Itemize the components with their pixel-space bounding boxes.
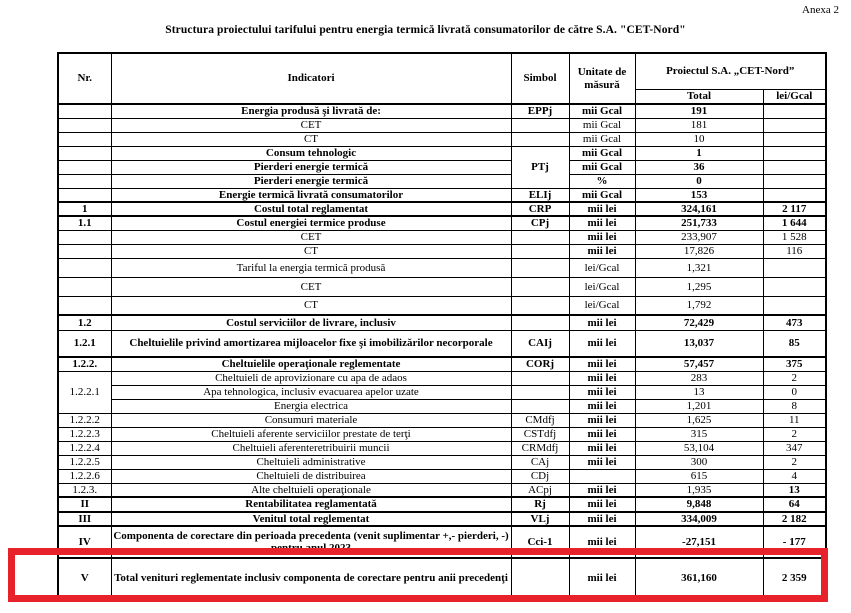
row-leigcal — [763, 146, 826, 160]
table-row — [58, 371, 826, 385]
row-unit: lei/Gcal — [569, 296, 635, 315]
row-total: -27,151 — [635, 526, 763, 558]
row-unit: mii lei — [569, 399, 635, 413]
row-unit: mii Gcal — [569, 132, 635, 146]
table-row — [58, 558, 826, 598]
row-nr: 1.2.3. — [58, 483, 111, 497]
tariff-table — [57, 52, 827, 599]
row-unit: mii lei — [569, 526, 635, 558]
row-simbol — [511, 371, 569, 385]
row-simbol: CMdfj — [511, 413, 569, 427]
row-simbol: Cci-1 — [511, 526, 569, 558]
row-total: 9,848 — [635, 497, 763, 511]
row-indicator: CET — [111, 118, 511, 132]
row-nr — [58, 258, 111, 277]
row-total: 334,009 — [635, 512, 763, 526]
row-leigcal: 2 117 — [763, 202, 826, 216]
row-total: 1,321 — [635, 258, 763, 277]
row-indicator: Cheltuielile privind amortizarea mijloacelor fixe şi imobilizărilor necorporale — [111, 330, 511, 357]
row-simbol: CDj — [511, 469, 569, 483]
row-nr: 1.2.2.2 — [58, 413, 111, 427]
row-nr: 1.1 — [58, 216, 111, 230]
row-indicator: Total venituri reglementate inclusiv componenta de corectare pentru anii precedenţi — [111, 558, 511, 598]
row-nr — [58, 277, 111, 296]
row-unit: mii lei — [569, 512, 635, 526]
row-simbol — [511, 399, 569, 413]
row-leigcal — [763, 104, 826, 118]
row-unit: mii lei — [569, 230, 635, 244]
row-total: 1,625 — [635, 413, 763, 427]
row-indicator: Costul total reglamentat — [111, 202, 511, 216]
row-simbol — [511, 244, 569, 258]
row-unit: mii lei — [569, 385, 635, 399]
row-total: 72,429 — [635, 315, 763, 330]
row-indicator: Costul energiei termice produse — [111, 216, 511, 230]
row-unit: lei/Gcal — [569, 258, 635, 277]
row-nr: 1.2.2.6 — [58, 469, 111, 483]
row-indicator: Energia produsă şi livrată de: — [111, 104, 511, 118]
row-total: 13,037 — [635, 330, 763, 357]
table-row — [58, 258, 826, 277]
row-unit: mii lei — [569, 558, 635, 598]
row-unit: mii Gcal — [569, 146, 635, 160]
row-simbol — [511, 558, 569, 598]
row-nr — [58, 160, 111, 174]
header-simbol: Simbol — [511, 53, 569, 104]
row-unit: mii lei — [569, 371, 635, 385]
row-total: 361,160 — [635, 558, 763, 598]
row-leigcal: 2 — [763, 455, 826, 469]
row-indicator: Rentabilitatea reglamentată — [111, 497, 511, 511]
row-unit: mii Gcal — [569, 118, 635, 132]
row-nr: IV — [58, 526, 111, 558]
annex-label: Anexa 2 — [802, 4, 839, 16]
row-leigcal: 2 359 — [763, 558, 826, 598]
row-leigcal: 2 — [763, 427, 826, 441]
row-total: 1,295 — [635, 277, 763, 296]
row-unit: % — [569, 174, 635, 188]
table-row — [58, 296, 826, 315]
row-indicator: Cheltuieli aferenteretribuirii muncii — [111, 441, 511, 455]
row-nr — [58, 104, 111, 118]
row-nr: 1 — [58, 202, 111, 216]
table-row — [58, 441, 826, 455]
row-leigcal: 473 — [763, 315, 826, 330]
row-indicator: Tariful la energia termică produsă — [111, 258, 511, 277]
row-leigcal — [763, 132, 826, 146]
row-indicator: CET — [111, 230, 511, 244]
row-unit: mii lei — [569, 413, 635, 427]
row-simbol — [511, 230, 569, 244]
row-simbol — [511, 258, 569, 277]
row-leigcal: 11 — [763, 413, 826, 427]
row-indicator: Componenta de corectare din perioada precedenta (venit suplimentar +,- pierderi, -) pentru anul 2023 — [111, 526, 511, 558]
row-indicator: CET — [111, 277, 511, 296]
row-indicator: Energie termică livrată consumatorilor — [111, 188, 511, 202]
row-simbol: CRP — [511, 202, 569, 216]
row-leigcal: 13 — [763, 483, 826, 497]
row-leigcal: 2 182 — [763, 512, 826, 526]
row-unit: mii lei — [569, 202, 635, 216]
header-row — [58, 53, 826, 89]
header-group: Proiectul S.A. „CET-Nord” — [635, 53, 826, 89]
table-row — [58, 188, 826, 202]
row-leigcal: 1 644 — [763, 216, 826, 230]
row-total: 315 — [635, 427, 763, 441]
row-total: 53,104 — [635, 441, 763, 455]
table-row — [58, 160, 826, 174]
row-total: 153 — [635, 188, 763, 202]
row-simbol: VLj — [511, 512, 569, 526]
row-unit: mii lei — [569, 315, 635, 330]
row-total: 10 — [635, 132, 763, 146]
row-simbol: EPPj — [511, 104, 569, 118]
row-indicator: Alte cheltuieli operaţionale — [111, 483, 511, 497]
table-row — [58, 455, 826, 469]
row-indicator: Consum tehnologic — [111, 146, 511, 160]
row-unit: mii lei — [569, 357, 635, 371]
row-simbol — [511, 315, 569, 330]
row-simbol: ELIj — [511, 188, 569, 202]
row-total: 1,792 — [635, 296, 763, 315]
row-nr — [58, 118, 111, 132]
row-total: 1,935 — [635, 483, 763, 497]
row-leigcal: 0 — [763, 385, 826, 399]
row-unit: mii lei — [569, 330, 635, 357]
table-row — [58, 469, 826, 483]
table-row — [58, 330, 826, 357]
row-simbol — [511, 118, 569, 132]
table-row — [58, 132, 826, 146]
row-unit: mii lei — [569, 483, 635, 497]
row-leigcal — [763, 277, 826, 296]
row-indicator: CT — [111, 244, 511, 258]
row-nr: 1.2.2.3 — [58, 427, 111, 441]
header-total: Total — [635, 89, 763, 104]
row-leigcal: 85 — [763, 330, 826, 357]
row-unit — [569, 469, 635, 483]
row-leigcal: 1 528 — [763, 230, 826, 244]
row-leigcal — [763, 118, 826, 132]
row-nr — [58, 230, 111, 244]
row-leigcal: 8 — [763, 399, 826, 413]
row-total: 300 — [635, 455, 763, 469]
table-row — [58, 526, 826, 558]
row-leigcal: 116 — [763, 244, 826, 258]
row-total: 233,907 — [635, 230, 763, 244]
row-unit: mii lei — [569, 455, 635, 469]
row-leigcal — [763, 188, 826, 202]
table-row — [58, 399, 826, 413]
row-nr — [58, 244, 111, 258]
table-row — [58, 413, 826, 427]
row-indicator: Cheltuieli de distribuirea — [111, 469, 511, 483]
row-nr: 1.2.2. — [58, 357, 111, 371]
row-indicator: Apa tehnologica, inclusiv evacuarea apelor uzate — [111, 385, 511, 399]
row-simbol: PTj — [511, 146, 569, 188]
row-unit: mii lei — [569, 441, 635, 455]
row-indicator: Cheltuieli administrative — [111, 455, 511, 469]
row-leigcal: 347 — [763, 441, 826, 455]
row-unit: mii Gcal — [569, 160, 635, 174]
row-simbol — [511, 385, 569, 399]
row-unit: mii lei — [569, 244, 635, 258]
table-row — [58, 146, 826, 160]
row-simbol: CRMdfj — [511, 441, 569, 455]
row-unit: mii lei — [569, 216, 635, 230]
row-indicator: Pierderi energie termică — [111, 174, 511, 188]
row-simbol: CAIj — [511, 330, 569, 357]
header-indicatori: Indicatori — [111, 53, 511, 104]
row-nr — [58, 296, 111, 315]
row-total: 283 — [635, 371, 763, 385]
row-leigcal: 64 — [763, 497, 826, 511]
table-row — [58, 244, 826, 258]
row-nr: 1.2.1 — [58, 330, 111, 357]
row-simbol — [511, 277, 569, 296]
row-leigcal: 375 — [763, 357, 826, 371]
row-total: 615 — [635, 469, 763, 483]
row-leigcal: - 177 — [763, 526, 826, 558]
row-unit: mii lei — [569, 427, 635, 441]
row-unit: mii Gcal — [569, 104, 635, 118]
row-simbol: Rj — [511, 497, 569, 511]
page-title: Structura proiectului tarifului pentru energia termică livrată consumatorilor de către S.A. "CET-Nord" — [165, 24, 686, 36]
row-total: 17,826 — [635, 244, 763, 258]
row-unit: mii lei — [569, 497, 635, 511]
row-total: 57,457 — [635, 357, 763, 371]
row-indicator: Consumuri materiale — [111, 413, 511, 427]
row-unit: mii Gcal — [569, 188, 635, 202]
table-row — [58, 230, 826, 244]
row-indicator: Pierderi energie termică — [111, 160, 511, 174]
row-total: 251,733 — [635, 216, 763, 230]
row-indicator: Cheltuielile operaţionale reglementate — [111, 357, 511, 371]
table-row — [58, 483, 826, 497]
table-row — [58, 512, 826, 526]
row-nr: 1.2.2.4 — [58, 441, 111, 455]
table-row — [58, 216, 826, 230]
row-indicator: Venitul total reglementat — [111, 512, 511, 526]
table-row — [58, 385, 826, 399]
row-total: 191 — [635, 104, 763, 118]
row-total: 36 — [635, 160, 763, 174]
row-nr: III — [58, 512, 111, 526]
table-row — [58, 174, 826, 188]
row-simbol: CORj — [511, 357, 569, 371]
row-simbol: ACpj — [511, 483, 569, 497]
row-total: 13 — [635, 385, 763, 399]
row-leigcal — [763, 160, 826, 174]
row-indicator: Cheltuieli de aprovizionare cu apa de adaos — [111, 371, 511, 385]
row-total: 1 — [635, 146, 763, 160]
table-row — [58, 357, 826, 371]
header-leigcal: lei/Gcal — [763, 89, 826, 104]
row-indicator: CT — [111, 132, 511, 146]
table-row — [58, 277, 826, 296]
row-nr — [58, 132, 111, 146]
row-total: 181 — [635, 118, 763, 132]
header-nr: Nr. — [58, 53, 111, 104]
row-total: 1,201 — [635, 399, 763, 413]
table-row — [58, 104, 826, 118]
row-simbol: CPj — [511, 216, 569, 230]
row-nr — [58, 188, 111, 202]
row-leigcal: 4 — [763, 469, 826, 483]
row-nr: 1.2.2.1 — [58, 371, 111, 413]
row-indicator: Costul serviciilor de livrare, inclusiv — [111, 315, 511, 330]
row-simbol: CAj — [511, 455, 569, 469]
row-nr: 1.2 — [58, 315, 111, 330]
row-leigcal — [763, 174, 826, 188]
row-unit: lei/Gcal — [569, 277, 635, 296]
row-leigcal — [763, 296, 826, 315]
row-simbol: CSTdfj — [511, 427, 569, 441]
header-unitate: Unitate de măsură — [569, 53, 635, 104]
row-nr: 1.2.2.5 — [58, 455, 111, 469]
row-total: 0 — [635, 174, 763, 188]
row-nr — [58, 174, 111, 188]
row-indicator: CT — [111, 296, 511, 315]
row-simbol — [511, 132, 569, 146]
table-row — [58, 315, 826, 330]
row-indicator: Energia electrica — [111, 399, 511, 413]
table-row — [58, 497, 826, 511]
row-simbol — [511, 296, 569, 315]
table-row — [58, 118, 826, 132]
row-nr — [58, 146, 111, 160]
row-nr: V — [58, 558, 111, 598]
table-row — [58, 202, 826, 216]
row-leigcal — [763, 258, 826, 277]
table-row — [58, 427, 826, 441]
row-nr: II — [58, 497, 111, 511]
row-indicator: Cheltuieli aferente serviciilor prestate de terţi — [111, 427, 511, 441]
row-leigcal: 2 — [763, 371, 826, 385]
row-total: 324,161 — [635, 202, 763, 216]
